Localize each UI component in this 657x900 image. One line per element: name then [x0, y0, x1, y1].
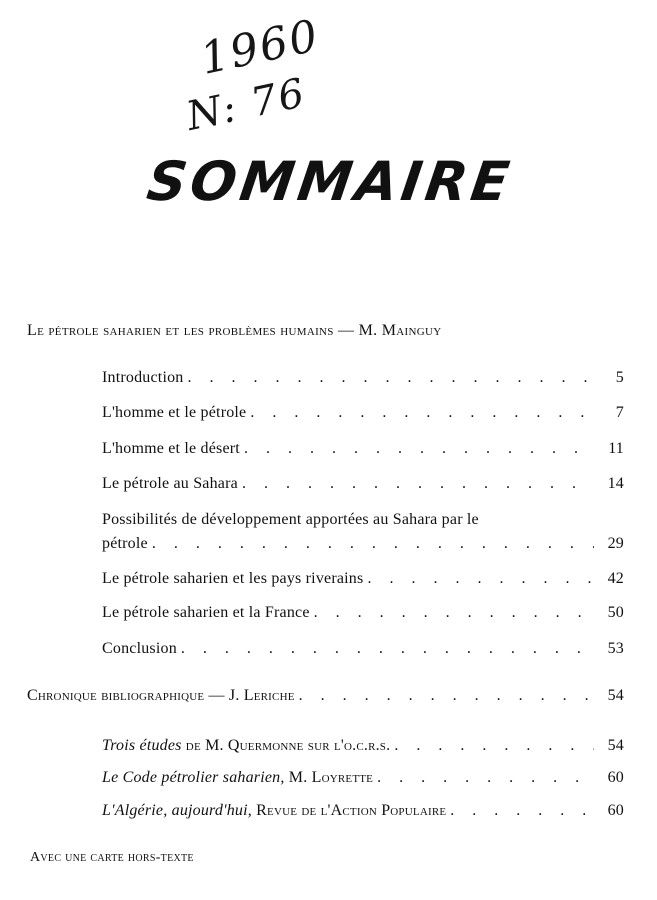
section-heading-page: 54 [607, 687, 624, 704]
section-heading-chronique [27, 687, 624, 705]
toc-entry-page: 53 [607, 640, 624, 657]
toc-entry [102, 369, 624, 387]
toc-entry-page: 14 [607, 475, 624, 492]
section-heading-petrole: Le pétrole saharien et les problèmes humains — M. Mainguy [27, 322, 442, 339]
toc-entry-page: 54 [607, 737, 624, 754]
toc-entry-title: L'homme et le désert [102, 440, 240, 457]
toc-entry-title-line1: Possibilités de développement apportées au Sahara par le [102, 511, 479, 528]
toc-entry [102, 570, 624, 588]
leader-dots [299, 687, 594, 705]
leader-dots [181, 640, 594, 658]
toc-entry [102, 737, 624, 755]
toc-entry-title-italic: Trois études [102, 737, 182, 754]
toc-entry [102, 769, 624, 787]
handwritten-year: 1960 [196, 10, 324, 85]
toc-entry-title: Le pétrole saharien et la France [102, 604, 310, 621]
leader-dots [394, 737, 594, 755]
toc-entry-title-italic: Le Code pétrolier saharien, [102, 769, 285, 786]
toc-entry-title-rest: M. Loyrette [284, 769, 374, 786]
toc-entry-page: 42 [607, 570, 624, 587]
leader-dots [314, 604, 594, 622]
toc-entry-page: 7 [615, 404, 624, 421]
leader-dots [152, 535, 594, 553]
toc-entry-page: 11 [608, 440, 624, 457]
toc-entry-title: Conclusion [102, 640, 177, 657]
toc-entry [102, 404, 624, 422]
leader-dots [367, 570, 594, 588]
footer-note: Avec une carte hors-texte [30, 850, 194, 865]
toc-entry-page: 60 [607, 802, 624, 819]
toc-entry [102, 475, 624, 493]
toc-entry [102, 535, 624, 553]
toc-entry-title-rest: de M. Quermonne sur l'o.c.r.s. [181, 737, 391, 754]
toc-entry-page: 29 [607, 535, 624, 552]
toc-entry-page: 50 [607, 604, 624, 621]
leader-dots [250, 404, 594, 422]
section-heading-text: Chronique bibliographique — J. Leriche [27, 687, 295, 704]
toc-entry-page: 5 [615, 369, 624, 386]
toc-entry [102, 604, 624, 622]
toc-entry-title-rest: Revue de l'Action Populaire [251, 802, 447, 819]
leader-dots [377, 769, 594, 787]
toc-entry [102, 440, 624, 458]
toc-entry-title: Introduction [102, 369, 184, 386]
toc-entry-page: 60 [607, 769, 624, 786]
page-title: SOMMAIRE [143, 150, 517, 213]
toc-entry-title: Le pétrole saharien et les pays riverains [102, 570, 364, 587]
toc-entry-title: Le pétrole au Sahara [102, 475, 238, 492]
toc-entry-title: L'homme et le pétrole [102, 404, 247, 421]
toc-entry [102, 640, 624, 658]
toc-entry-title-italic: L'Algérie, aujourd'hui, [102, 802, 252, 819]
leader-dots [188, 369, 595, 387]
toc-entry-title-line2: pétrole [102, 535, 148, 552]
toc-entry [102, 802, 624, 820]
handwritten-issue-number: N: 76 [182, 69, 311, 141]
leader-dots [242, 475, 594, 493]
leader-dots [244, 440, 594, 458]
leader-dots [450, 802, 594, 820]
